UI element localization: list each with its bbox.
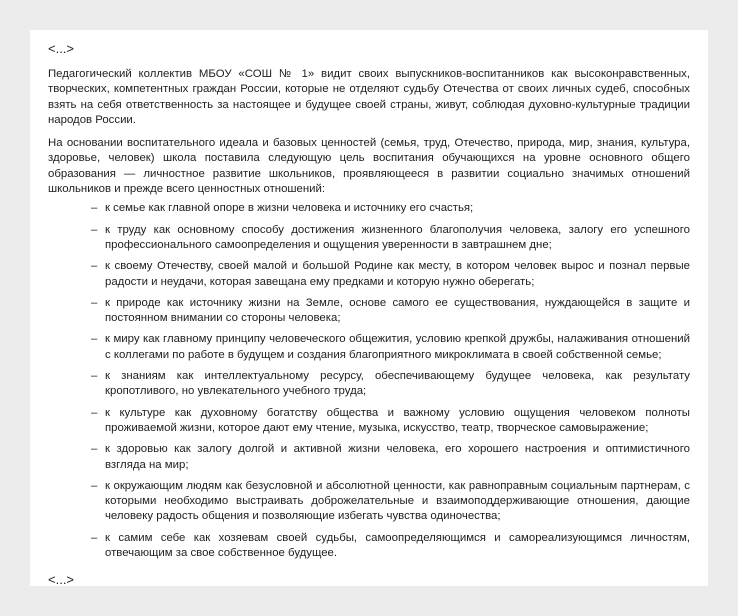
goal-paragraph: На основании воспитательного идеала и базовых ценностей (семья, труд, Отечество, природа, мир, знания, культура, здоровье, человек) школа поставила следующую цель воспитания обучающихся на уровне основного общего образования — личностное развитие школьников, проявляющееся в развитии социально значимых отношений школьников и прежде всего ценностных отношений: — [48, 137, 690, 196]
list-item: – к здоровью как залогу долгой и активной жизни человека, его хорошего настроения и оптимистичного взгляда на мир; — [91, 442, 690, 473]
list-item: – к самим себе как хозяевам своей судьбы, самоопределяющимся и самореализующимся личностям, отвечающим за свое собственное будущее. — [91, 531, 690, 562]
list-item: – к своему Отечеству, своей малой и большой Родине как месту, в котором человек вырос и познал первые радости и неудачи, которая завещана ему предками и которую нужно оберегать; — [91, 259, 690, 290]
intro-paragraph: Педагогический коллектив МБОУ «СОШ № 1» видит своих выпускников-воспитанников как высоконравственных, творческих, компетентных граждан России, которые не отделяют судьбу Отечества от своих личных судеб, способных взять на себя ответственность за настоящее и будущее своей страны, живут, соблюдая духовно-культурные традиции народов России. — [48, 68, 690, 126]
omission-marker-bottom: <...> — [48, 572, 75, 588]
omission-marker-top: <...> — [48, 41, 75, 56]
list-item: – к семье как главной опоре в жизни человека и источнику его счастья; — [91, 201, 690, 216]
list-item: – к культуре как духовному богатству общества и важному условию ощущения человеком полноты проживаемой жизни, которое дают ему чтение, музыка, искусство, театр, творческое самовыражение; — [91, 406, 690, 437]
list-item: – к окружающим людям как безусловной и абсолютной ценности, как равноправным социальным партнерам, с которыми необходимо выстраивать доброжелательные и взаимоподдерживающие отношения, дающие человеку радость общения и позволяющие избегать чувства одиночества; — [91, 479, 690, 525]
values-list — [48, 201, 690, 561]
list-item: – к природе как источнику жизни на Земле, основе самого ее существования, нуждающейся в защите и постоянном внимании со стороны человека; — [91, 296, 690, 327]
document-page — [30, 30, 708, 586]
list-item: – к знаниям как интеллектуальному ресурсу, обеспечивающему будущее человека, как результату кропотливого, но увлекательного учебного труда; — [91, 369, 690, 400]
list-item: – к труду как основному способу достижения жизненного благополучия человека, залогу его успешного профессионального самоопределения и ощущения уверенности в завтрашнем дне; — [91, 223, 690, 254]
list-item: – к миру как главному принципу человеческого общежития, условию крепкой дружбы, налаживания отношений с коллегами по работе в будущем и создания благоприятного микроклимата в своей собственной семье; — [91, 332, 690, 363]
